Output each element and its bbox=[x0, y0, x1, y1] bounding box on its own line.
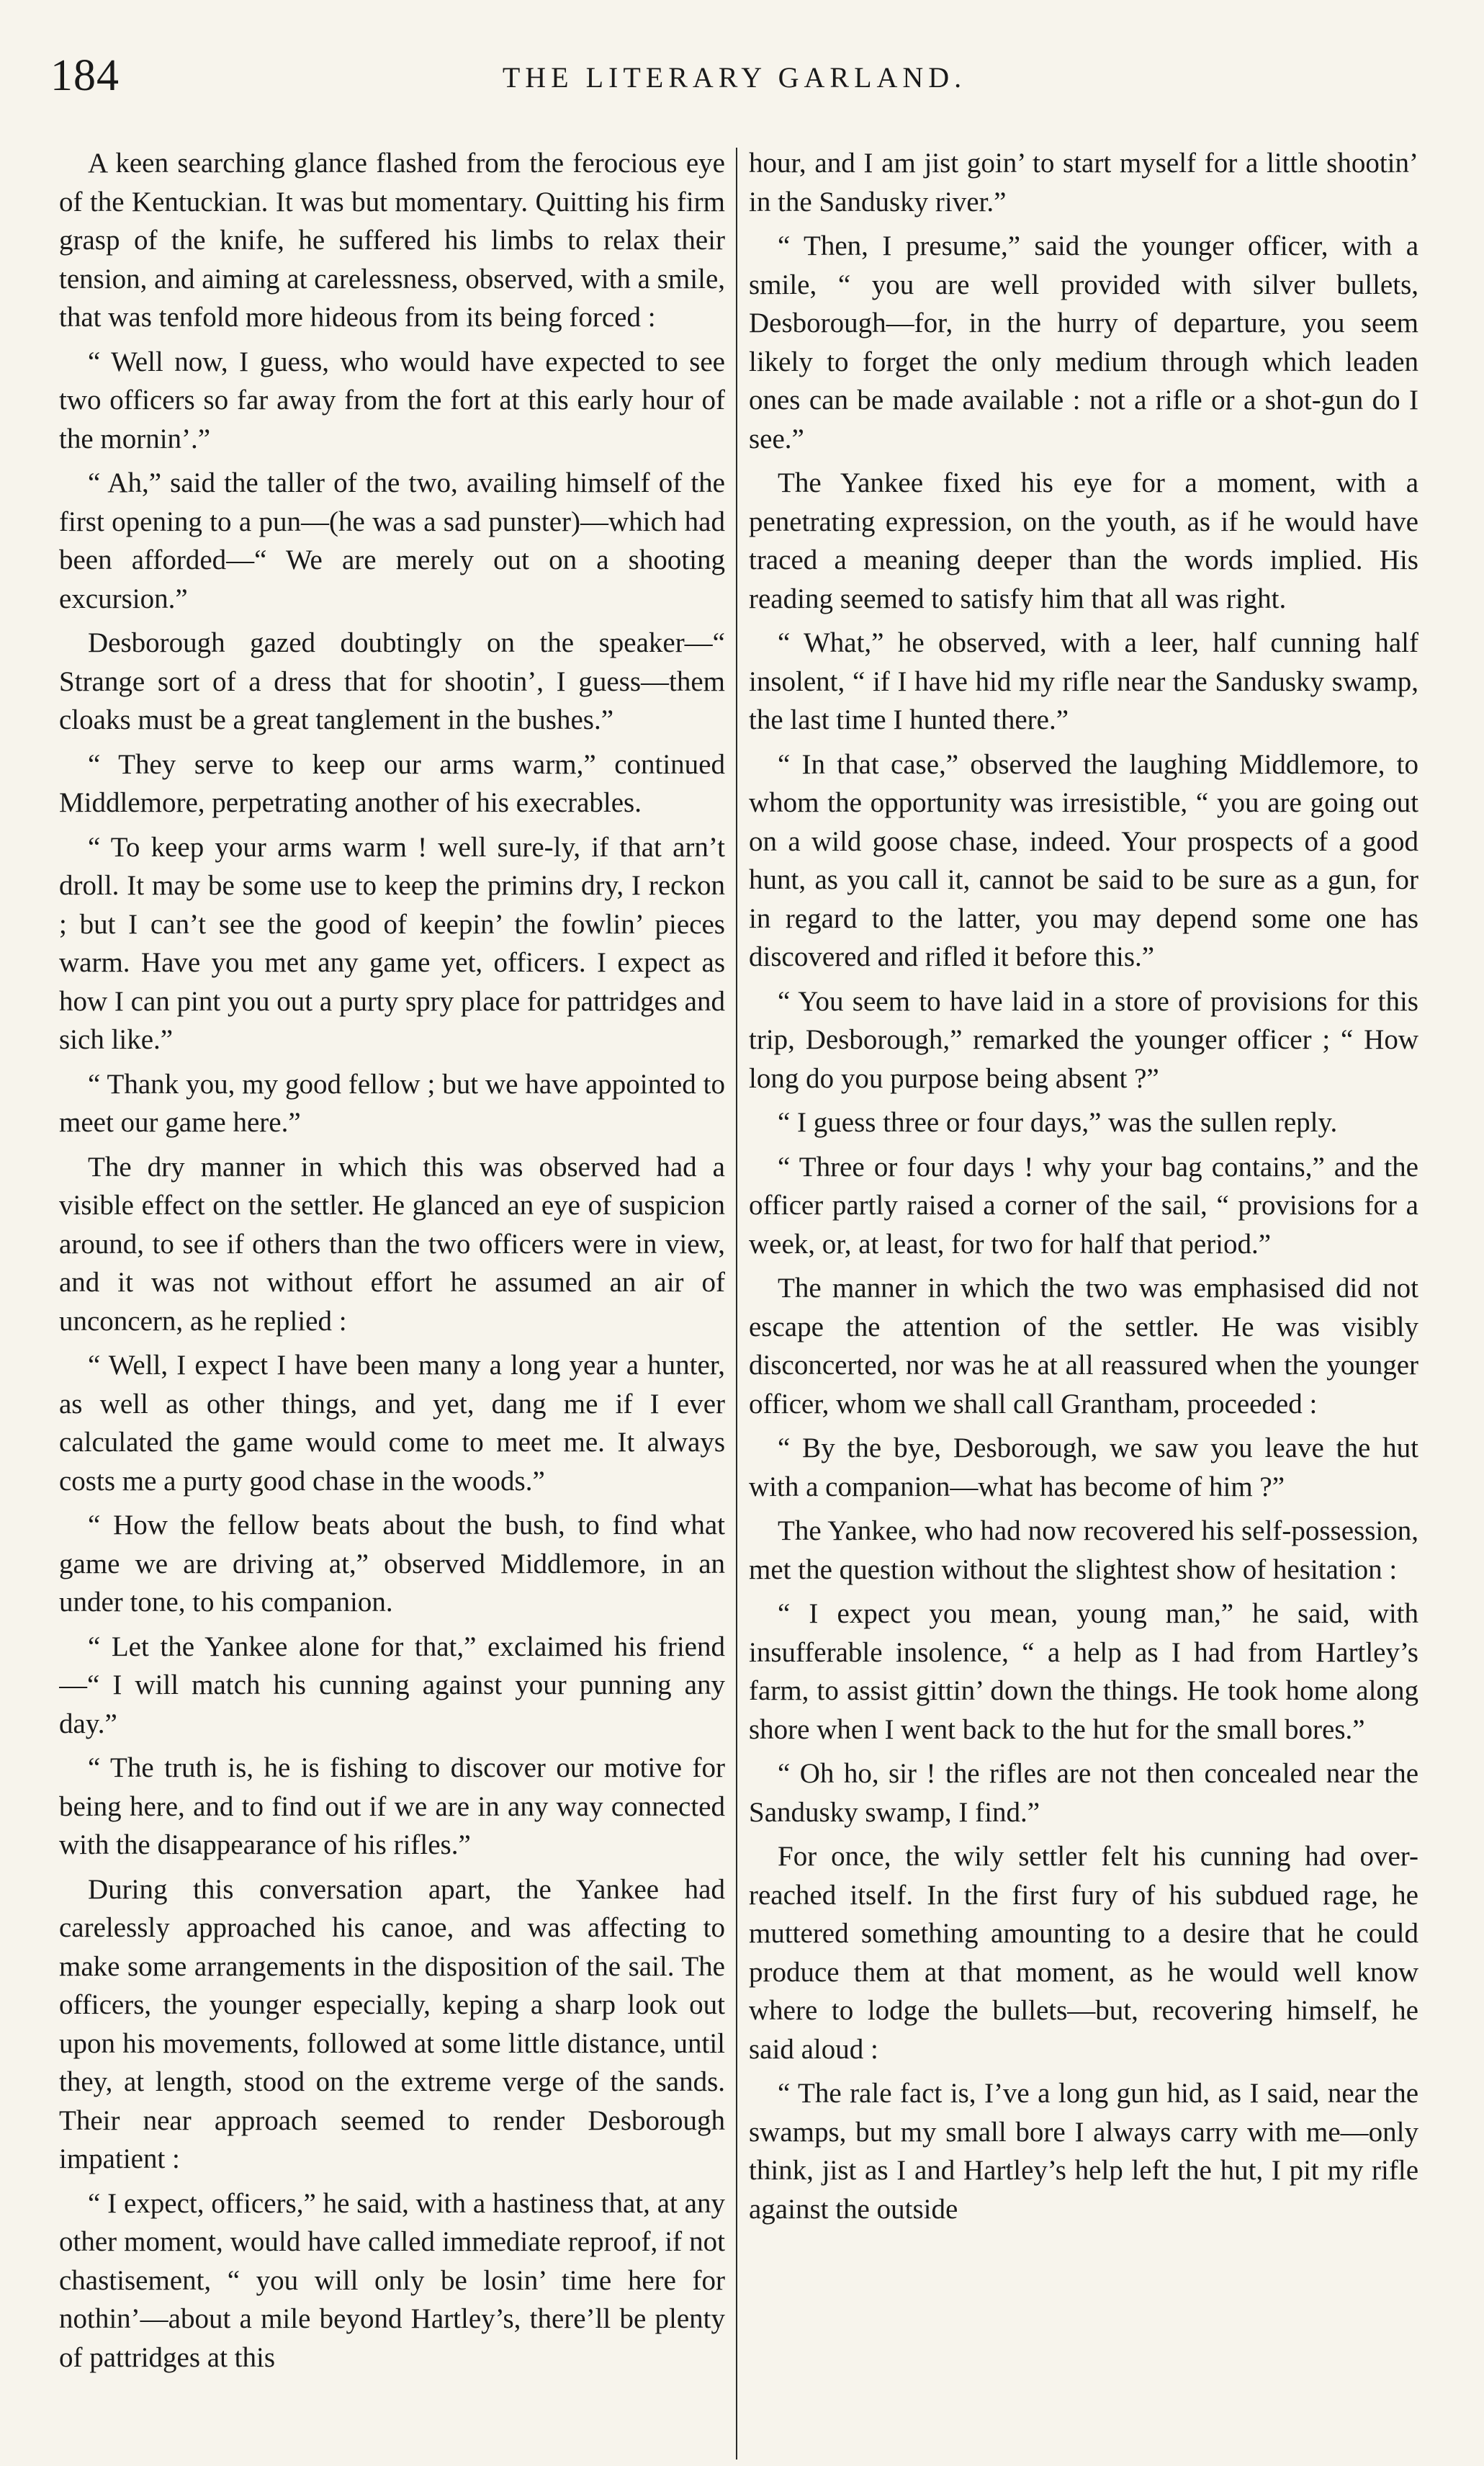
page-number: 184 bbox=[50, 51, 120, 100]
paragraph: “ I expect you mean, young man,” he said, with insufferable insolence, “ a help as I had from Hartley’s farm, to assist gittin’ down the things. He took home along shore when I went back to the hut for the small bores.” bbox=[749, 1598, 1418, 1745]
paragraph: For once, the wily settler felt his cunning had over-reached itself. In the first fury of his subdued rage, he muttered something amounting to a desire that he could produce them at that moment, as he would well know where to lodge the bullets—but, recovering himself, he said aloud : bbox=[749, 1841, 1418, 2065]
paragraph: “ Oh ho, sir ! the rifles are not then concealed near the Sandusky swamp, I find.” bbox=[749, 1758, 1418, 1828]
column-divider bbox=[736, 148, 737, 2460]
left-column bbox=[59, 144, 725, 2466]
paragraph: “ Well, I expect I have been many a long year a hunter, as well as other things, and yet, dang me if I ever calculated the game would come to meet me. It always costs me a purty good chase in the woods.” bbox=[59, 1350, 725, 1497]
paragraph: “ I guess three or four days,” was the sullen reply. bbox=[778, 1107, 1338, 1138]
paragraph: “ In that case,” observed the laughing Middlemore, to whom the opportunity was irresistible, “ you are going out on a wild goose chase, indeed. Your prospects of a good hunt, as you call it, cannot be said to be sure as a gun, for in regard to the latter, you may depend some one has discovered and rifled it before this.” bbox=[749, 748, 1418, 972]
paragraph: A keen searching glance flashed from the ferocious eye of the Kentuckian. It was but momentary. Quitting his firm grasp of the knife, he suffered his limbs to relax their tension, and aiming at carelessness, observed, with a smile, that was tenfold more hideous from its being forced : bbox=[59, 148, 725, 333]
paragraph: “ To keep your arms warm ! well sure-ly, if that arn’t droll. It may be some use to keep the primins dry, I reckon ; but I can’t see the good of keepin’ the fowlin’ pieces warm. Have you met any game yet, officers. I expect as how I can pint you out a purty spry place for pattridges and sich like.” bbox=[59, 831, 725, 1055]
paragraph-continued: hour, and I am jist goin’ to start myself for a little shootin’ in the Sandusky river.” bbox=[749, 148, 1418, 218]
paragraph: “ Three or four days ! why your bag contains,” and the officer partly raised a corner of the sail, “ provisions for a week, or, at least, for two for half that period.” bbox=[749, 1151, 1418, 1260]
paragraph: “ By the bye, Desborough, we saw you leave the hut with a companion—what has become of him ?” bbox=[749, 1432, 1418, 1502]
paragraph: “ Ah,” said the taller of the two, availing himself of the first opening to a pun—(he was a sad punster)—which had been afforded—“ We are merely out on a shooting excursion.” bbox=[59, 467, 725, 614]
paragraph: “ I expect, officers,” he said, with a hastiness that, at any other moment, would have called immediate reproof, if not chastisement, “ you will only be losin’ time here for nothin’—about a mile beyond Hartley’s, there’ll be plenty of pattridges at this bbox=[59, 2187, 725, 2373]
paragraph: “ How the fellow beats about the bush, to find what game we are driving at,” observed Middlemore, in an under tone, to his companion. bbox=[59, 1510, 725, 1618]
paragraph: “ The rale fact is, I’ve a long gun hid, as I said, near the swamps, but my small bore I always carry with me—only think, jist as I and Hartley’s help left the hut, I pit my rifle against the outside bbox=[749, 2078, 1418, 2225]
paragraph: During this conversation apart, the Yankee had carelessly approached his canoe, and was affecting to make some arrangements in the disposition of the sail. The officers, the younger especially, keping a sharp look out upon his movements, followed at some little distance, until they, at length, stood on the extreme verge of the sands. Their near approach seemed to render Desborough impatient : bbox=[59, 1873, 725, 2174]
paragraph: “ You seem to have laid in a store of provisions for this trip, Desborough,” remarked the younger officer ; “ How long do you purpose being absent ?” bbox=[749, 985, 1418, 1094]
paragraph: “ What,” he observed, with a leer, half cunning half insolent, “ if I have hid my rifle near the Sandusky swamp, the last time I hunted there.” bbox=[749, 627, 1418, 735]
paragraph: “ Then, I presume,” said the younger officer, with a smile, “ you are well provided with silver bullets, Desborough—for, in the hurry of departure, you seem likely to forget the only medium through which leaden ones can be made available : not a rifle or a shot-gun do I see.” bbox=[749, 230, 1418, 454]
page-header bbox=[50, 50, 1418, 122]
paragraph: The dry manner in which this was observed had a visible effect on the settler. He glanced an eye of suspicion around, to see if others than the two officers were in view, and it was not without effort he assumed an air of unconcern, as he replied : bbox=[59, 1151, 725, 1337]
running-title: THE LITERARY GARLAND. bbox=[502, 61, 967, 94]
paragraph: “ They serve to keep our arms warm,” continued Middlemore, perpetrating another of his execrables. bbox=[59, 748, 725, 818]
paragraph: Desborough gazed doubtingly on the speaker—“ Strange sort of a dress that for shootin’, I guess—them cloaks must be a great tanglement in the bushes.” bbox=[59, 627, 725, 735]
paragraph: “ Let the Yankee alone for that,” exclaimed his friend—“ I will match his cunning against your punning any day.” bbox=[59, 1631, 725, 1739]
paragraph: “ Thank you, my good fellow ; but we have appointed to meet our game here.” bbox=[59, 1068, 725, 1138]
paragraph: The manner in which the two was emphasised did not escape the attention of the settler. He was visibly disconcerted, nor was he at all reassured when the younger officer, whom we shall call Grantham, proceeded : bbox=[749, 1273, 1418, 1420]
right-column bbox=[749, 144, 1418, 2466]
paragraph: The Yankee fixed his eye for a moment, with a penetrating expression, on the youth, as if he would have traced a meaning deeper than the words implied. His reading seemed to satisfy him that all was right. bbox=[749, 467, 1418, 614]
paragraph: The Yankee, who had now recovered his self-possession, met the question without the slightest show of hesitation : bbox=[749, 1515, 1418, 1585]
paragraph: “ The truth is, he is fishing to discover our motive for being here, and to find out if we are in any way connected with the disappearance of his rifles.” bbox=[59, 1752, 725, 1860]
paragraph: “ Well now, I guess, who would have expected to see two officers so far away from the fort at this early hour of the mornin’.” bbox=[59, 346, 725, 454]
